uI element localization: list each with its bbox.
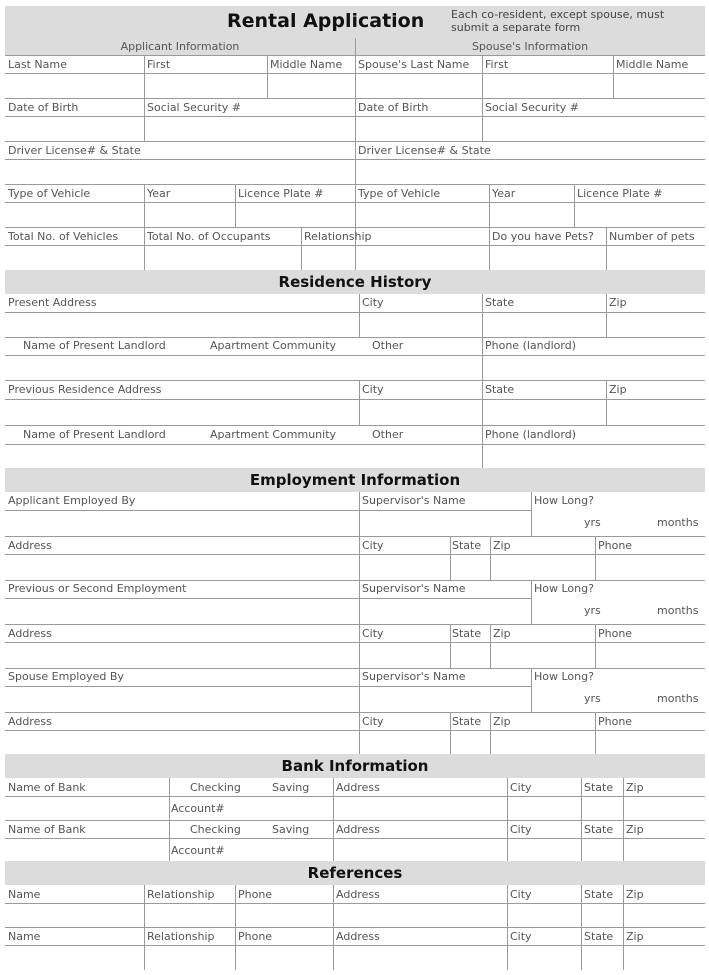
ref-2-address-field[interactable] (336, 949, 504, 965)
applicant-employer-state-label: State (452, 539, 482, 552)
previous-supervisor-label: Supervisor's Name (362, 582, 466, 595)
present-state-field[interactable] (485, 316, 603, 332)
bank-1-name-field[interactable] (8, 800, 166, 816)
dob-field[interactable] (8, 119, 141, 135)
first-name-label: First (147, 58, 171, 71)
spouse-employer-zip-label: Zip (493, 715, 511, 728)
ref-2-phone-label: Phone (238, 930, 273, 943)
vehicle-type-field[interactable] (8, 205, 141, 221)
spouse-driver-license-field[interactable] (358, 162, 702, 178)
ref-2-name-label: Name (8, 930, 41, 943)
present-other-label: Other (372, 339, 404, 352)
spouse-employer-phone-label: Phone (598, 715, 633, 728)
spouse-driver-license-label: Driver License# & State (358, 144, 491, 157)
previous-employer-address-field[interactable] (8, 646, 356, 662)
present-zip-label: Zip (609, 296, 627, 309)
previous-address-field[interactable] (8, 403, 356, 419)
bank-1-account-field[interactable] (221, 800, 330, 816)
applicant-info-header: Applicant Information (120, 40, 240, 53)
present-state-label: State (485, 296, 515, 309)
ref-2-address-label: Address (336, 930, 380, 943)
applicant-employer-city-label: City (362, 539, 384, 552)
spouse-employer-label: Spouse Employed By (8, 670, 124, 683)
spouse-how-long-label: How Long? (534, 670, 594, 683)
driver-license-field[interactable] (8, 162, 352, 178)
total-vehicles-field[interactable] (8, 248, 141, 264)
present-landlord-field[interactable] (8, 359, 479, 375)
bank-1-name-label: Name of Bank (8, 781, 86, 794)
spouse-last-name-field[interactable] (358, 76, 479, 92)
total-occupants-label: Total No. of Occupants (147, 230, 271, 243)
bank-1-state-label: State (584, 781, 614, 794)
previous-employer-phone-label: Phone (598, 627, 633, 640)
number-of-pets-label: Number of pets (609, 230, 695, 243)
spouse-years-field[interactable] (534, 690, 582, 706)
applicant-how-long-label: How Long? (534, 494, 594, 507)
ref-1-address-field[interactable] (336, 907, 504, 923)
total-vehicles-label: Total No. of Vehicles (8, 230, 119, 243)
spouse-vehicle-year-field[interactable] (492, 205, 571, 221)
spouse-employer-address-label: Address (8, 715, 52, 728)
bank-2-account-label: Account# (171, 844, 225, 857)
spouse-vehicle-type-field[interactable] (358, 205, 486, 221)
header-note-line1: Each co-resident, except spouse, must (451, 8, 665, 21)
relationship-label: Relationship (304, 230, 372, 243)
spouse-dob-label: Date of Birth (358, 101, 429, 114)
applicant-employer-phone-label: Phone (598, 539, 633, 552)
previous-landlord-label: Name of Present Landlord (23, 428, 166, 441)
middle-name-label: Middle Name (270, 58, 343, 71)
previous-months-label: months (657, 604, 699, 617)
previous-zip-field[interactable] (609, 403, 702, 419)
applicant-yrs-label: yrs (584, 516, 601, 529)
present-city-field[interactable] (362, 316, 479, 332)
spouse-licence-plate-field[interactable] (577, 205, 702, 221)
applicant-employer-address-field[interactable] (8, 558, 356, 574)
bank-1-saving-label[interactable]: Saving (272, 781, 310, 794)
references-heading: References (307, 864, 403, 882)
previous-city-field[interactable] (362, 403, 479, 419)
bank-2-zip-label: Zip (626, 823, 644, 836)
bank-1-city-label: City (510, 781, 532, 794)
present-city-label: City (362, 296, 384, 309)
previous-landlord-field[interactable] (8, 448, 479, 464)
pets-label: Do you have Pets? (492, 230, 594, 243)
spouse-middle-name-label: Middle Name (616, 58, 689, 71)
spouse-first-name-label: First (485, 58, 509, 71)
spouse-last-name-label: Spouse's Last Name (358, 58, 470, 71)
dob-label: Date of Birth (8, 101, 79, 114)
previous-employer-state-label: State (452, 627, 482, 640)
ref-2-relationship-field[interactable] (147, 949, 232, 965)
present-community-label: Apartment Community (210, 339, 337, 352)
bank-2-name-label: Name of Bank (8, 823, 86, 836)
bank-2-address-label: Address (336, 823, 380, 836)
ref-2-name-field[interactable] (8, 949, 141, 965)
residence-history-heading: Residence History (278, 273, 432, 291)
spouse-yrs-label: yrs (584, 692, 601, 705)
spouse-employer-state-label: State (452, 715, 482, 728)
bank-2-checking-label[interactable]: Checking (190, 823, 241, 836)
bank-1-checking-label[interactable]: Checking (190, 781, 241, 794)
licence-plate-field[interactable] (238, 205, 352, 221)
previous-how-long-label: How Long? (534, 582, 594, 595)
spouse-employer-field[interactable] (8, 690, 356, 706)
applicant-employer-zip-label: Zip (493, 539, 511, 552)
previous-supervisor-field[interactable] (362, 602, 528, 618)
header-note-line2: submit a separate form (451, 21, 581, 34)
ref-2-zip-label: Zip (626, 930, 644, 943)
ref-2-city-label: City (510, 930, 532, 943)
present-address-label: Present Address (8, 296, 97, 309)
ref-1-zip-label: Zip (626, 888, 644, 901)
ref-1-city-label: City (510, 888, 532, 901)
relationship-field[interactable] (304, 248, 486, 264)
bank-2-state-label: State (584, 823, 614, 836)
ref-1-state-label: State (584, 888, 614, 901)
ref-1-name-label: Name (8, 888, 41, 901)
applicant-employer-field[interactable] (8, 514, 356, 530)
last-name-field[interactable] (8, 76, 141, 92)
spouse-middle-name-field[interactable] (616, 76, 702, 92)
previous-landlord-phone-field[interactable] (485, 448, 702, 464)
bank-2-name-field[interactable] (8, 842, 166, 858)
spouse-employer-zip-field[interactable] (493, 734, 592, 750)
spouse-vehicle-type-label: Type of Vehicle (358, 187, 441, 200)
total-occupants-field[interactable] (147, 248, 298, 264)
bank-2-account-field[interactable] (221, 842, 330, 858)
spouse-licence-plate-label: Licence Plate # (577, 187, 663, 200)
employment-heading: Employment Information (249, 471, 461, 489)
ref-1-relationship-label: Relationship (147, 888, 215, 901)
applicant-years-field[interactable] (534, 514, 582, 530)
previous-employer-city-label: City (362, 627, 384, 640)
vehicle-type-label: Type of Vehicle (8, 187, 91, 200)
bank-information-heading: Bank Information (281, 757, 429, 775)
ref-2-state-label: State (584, 930, 614, 943)
ref-2-relationship-label: Relationship (147, 930, 215, 943)
bank-1-address-field[interactable] (336, 800, 504, 816)
bank-1-address-label: Address (336, 781, 380, 794)
ref-1-name-field[interactable] (8, 907, 141, 923)
spouse-months-label: months (657, 692, 699, 705)
bank-2-city-label: City (510, 823, 532, 836)
previous-state-label: State (485, 383, 515, 396)
previous-other-label: Other (372, 428, 404, 441)
previous-employer-address-label: Address (8, 627, 52, 640)
driver-license-label: Driver License# & State (8, 144, 141, 157)
spouse-ssn-label: Social Security # (485, 101, 579, 114)
ref-1-phone-label: Phone (238, 888, 273, 901)
previous-employer-state-field[interactable] (452, 646, 487, 662)
rental-application-form (5, 6, 705, 972)
previous-address-label: Previous Residence Address (8, 383, 162, 396)
applicant-months-label: months (657, 516, 699, 529)
middle-name-field[interactable] (270, 76, 352, 92)
spouse-dob-field[interactable] (358, 119, 479, 135)
present-address-field[interactable] (8, 316, 356, 332)
last-name-label: Last Name (8, 58, 67, 71)
applicant-supervisor-label: Supervisor's Name (362, 494, 466, 507)
licence-plate-label: Licence Plate # (238, 187, 324, 200)
vehicle-year-field[interactable] (147, 205, 232, 221)
number-of-pets-field[interactable] (609, 248, 702, 264)
applicant-employer-address-label: Address (8, 539, 52, 552)
spouse-ssn-field[interactable] (485, 119, 702, 135)
previous-employer-phone-field[interactable] (598, 646, 702, 662)
spouse-employer-state-field[interactable] (452, 734, 487, 750)
previous-employer-label: Previous or Second Employment (8, 582, 187, 595)
ssn-field[interactable] (147, 119, 352, 135)
spouse-supervisor-label: Supervisor's Name (362, 670, 466, 683)
applicant-employer-label: Applicant Employed By (8, 494, 136, 507)
previous-employer-field[interactable] (8, 602, 356, 618)
bank-2-saving-label[interactable]: Saving (272, 823, 310, 836)
previous-yrs-label: yrs (584, 604, 601, 617)
bank-1-zip-label: Zip (626, 781, 644, 794)
present-landlord-phone-label: Phone (landlord) (485, 339, 577, 352)
applicant-employer-city-field[interactable] (362, 558, 447, 574)
spouse-first-name-field[interactable] (485, 76, 610, 92)
present-zip-field[interactable] (609, 316, 702, 332)
first-name-field[interactable] (147, 76, 264, 92)
pets-field[interactable] (492, 248, 603, 264)
previous-employer-city-field[interactable] (362, 646, 447, 662)
spouse-info-header: Spouse's Information (471, 40, 589, 53)
applicant-supervisor-field[interactable] (362, 514, 528, 530)
previous-state-field[interactable] (485, 403, 603, 419)
spouse-employer-address-field[interactable] (8, 734, 356, 750)
bank-2-address-field[interactable] (336, 842, 504, 858)
previous-zip-label: Zip (609, 383, 627, 396)
bank-1-account-label: Account# (171, 802, 225, 815)
present-landlord-phone-field[interactable] (485, 359, 702, 375)
spouse-employer-city-label: City (362, 715, 384, 728)
applicant-employer-zip-field[interactable] (493, 558, 592, 574)
previous-community-label: Apartment Community (210, 428, 337, 441)
applicant-employer-state-field[interactable] (452, 558, 487, 574)
ref-2-phone-field[interactable] (238, 949, 330, 965)
ref-1-phone-field[interactable] (238, 907, 330, 923)
ref-1-relationship-field[interactable] (147, 907, 232, 923)
ref-1-address-label: Address (336, 888, 380, 901)
spouse-vehicle-year-label: Year (492, 187, 516, 200)
form-title: Rental Application (227, 10, 425, 32)
applicant-employer-phone-field[interactable] (598, 558, 702, 574)
spouse-supervisor-field[interactable] (362, 690, 528, 706)
previous-employer-zip-field[interactable] (493, 646, 592, 662)
previous-landlord-phone-label: Phone (landlord) (485, 428, 577, 441)
present-landlord-label: Name of Present Landlord (23, 339, 166, 352)
vehicle-year-label: Year (147, 187, 171, 200)
ssn-label: Social Security # (147, 101, 241, 114)
previous-city-label: City (362, 383, 384, 396)
spouse-employer-phone-field[interactable] (598, 734, 702, 750)
previous-years-field[interactable] (534, 602, 582, 618)
spouse-employer-city-field[interactable] (362, 734, 447, 750)
previous-employer-zip-label: Zip (493, 627, 511, 640)
